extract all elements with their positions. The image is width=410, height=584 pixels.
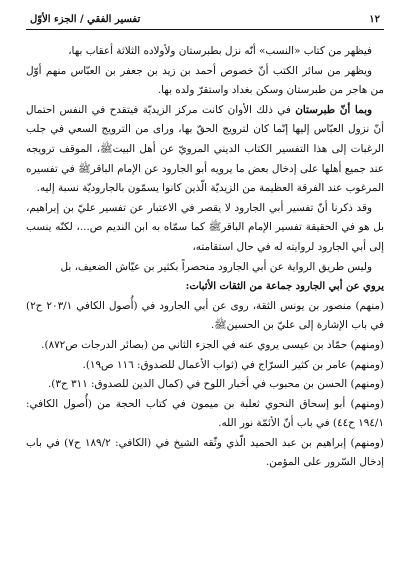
list-item: (ومنهم) حمّاد بن عيسى يروي عنه في الجزء الثاني من (بصائر الدرجات ص٨٧٢).	[41, 338, 384, 351]
paragraph-lead: وبما أنّ طبرستان	[295, 103, 372, 116]
page-header	[26, 12, 384, 30]
paragraph: ويظهر من سائر الكتب أنّ خصوص أحمد بن زيد بن جعفر بن العبّاس منهم أوّل من هاجر من طبرستان وسكن بغداد واستقرّ ولده بها.	[26, 64, 384, 97]
header-rule	[26, 29, 384, 30]
list-item: (ومنهم) عامر بن كثير السرّاج في (ثواب الأعمال للصدوق: ١١٦ ص١٩).	[82, 358, 384, 371]
page-number: ١٢	[369, 14, 380, 25]
paragraph: وليس طريق الرواية عن أبي الجارود منحصراً بكثير بن عيّاش الضعيف، بل	[60, 260, 372, 273]
list-item: (ومنهم) الحسن بن محبوب في أخبار اللوح في (كمال الدين للصدوق: ٣١١ ح٣).	[47, 378, 384, 391]
list-item: (ومنهم) إبراهيم بن عبد الحميد الّذي وثّقه الشيخ في (الكافي: ١٨٩/٢ ح٧) في باب إدخال السّرور على المؤمن.	[26, 436, 384, 469]
page-body	[26, 42, 384, 473]
list-item: (ومنهم) أبو إسحاق النحوي ثعلبة بن ميمون في كتاب الحجة من (أُصول الكافي: ١٩٤/١ ح٤٤) في باب أنّ الأئمّة نور الله.	[26, 397, 384, 430]
section-heading: يروي عن أبي الجارود جماعة من الثقات الأثبات:	[185, 281, 384, 293]
paragraph: وبما أنّ طبرستان في ذلك الأوان كانت مركز الزيديّة فيتقدح في النفس احتمال أنّ نزول العبّاس إليها إنّما كان لترويج الحقّ بها، وراى من الترويج السعي في جلب الرغبات إلى هذا التفسير الكتاب الديني المرويّ عن أهل البيتﷺ، الموقف ترويجه عند جميع أهلها على إدخال بعض ما يرويه أبو الجارود عن الإمام الباقرﷺ في تفسيره المرغوب عند الفرقة العظيمة من الزيديّة الّذين كانوا يسمّون بالجاروديّة نسبة إليه.	[26, 103, 384, 195]
running-title: تفسير الفقي / الجزء الأوّل	[30, 14, 141, 25]
paragraph: فيظهر من كتاب «النسب» أنّه نزل بطبرستان ولأولاده الثلاثة أعقاب بها،	[68, 45, 372, 57]
list-item: (منهم) منصور بن يونس الثقة، روى عن أبي الجارود في (أُصول الكافي ٢٠٣/١ ح٢) في باب الإشارة إلى عليّ بن الحسينﷺ.	[26, 299, 385, 332]
paragraph: وقد ذكرنا أنّ تفسير أبي الجارود لا يقصر في الاعتبار عن تفسير عليّ بن إبراهيم، بل هو في الحقيقة تفسير الإمام الباقرﷺ كما سمّاه به ابن النديم ص...، لكنّه ينسب إلى أبي الجارود لروايته له في حال استقامته،	[26, 201, 384, 253]
